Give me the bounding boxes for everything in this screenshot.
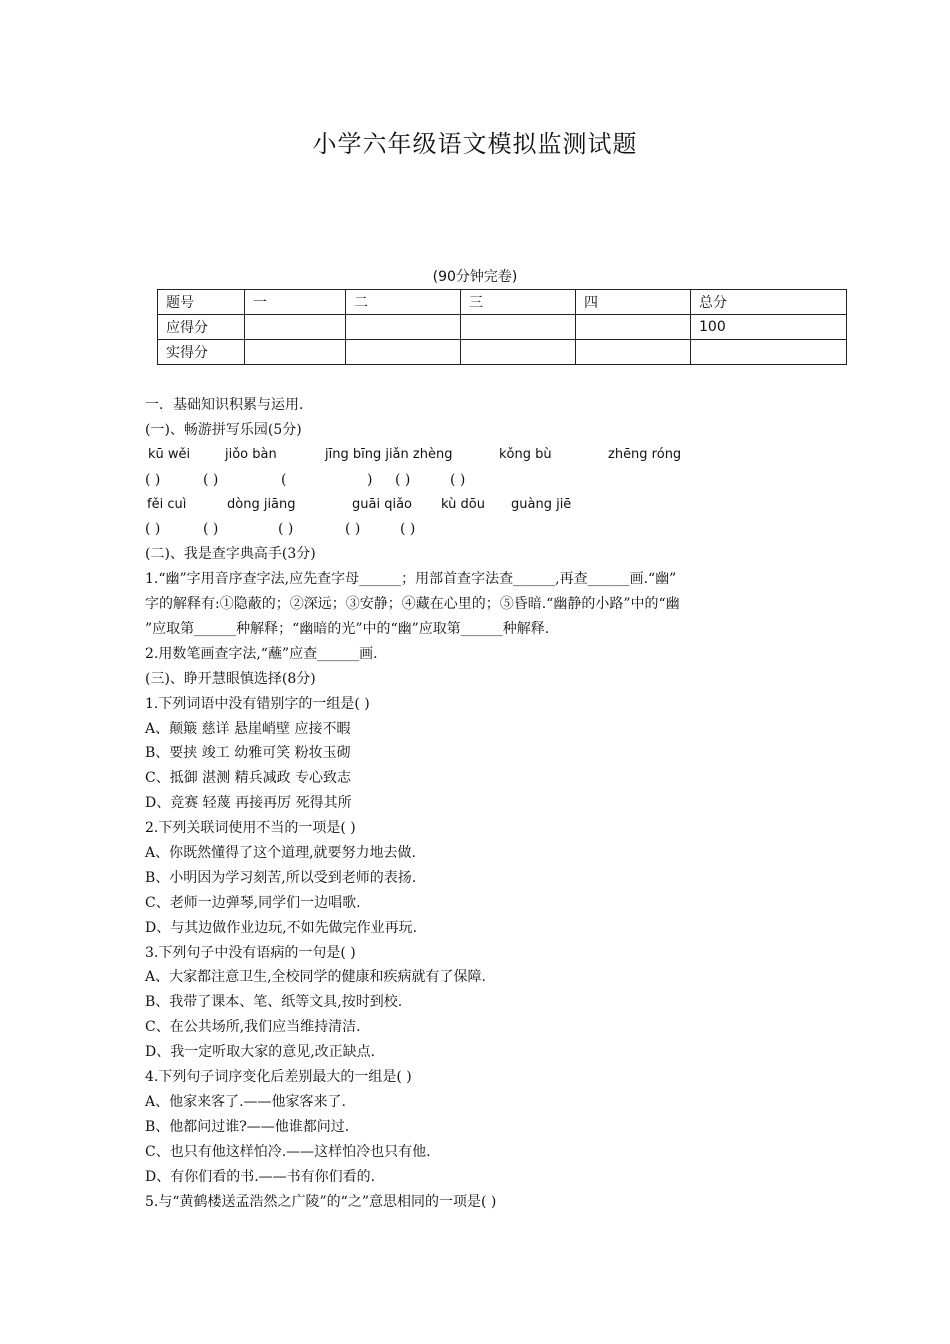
answer-blank[interactable]: ( )	[400, 521, 416, 538]
header-cell: 二	[346, 290, 461, 315]
part-heading: (一)、畅游拼写乐园(5分)	[145, 421, 302, 438]
option-c[interactable]: C、老师一边弹琴,同学们一边唱歌.	[145, 894, 361, 911]
part-heading: (三)、睁开慧眼慎选择(8分)	[145, 670, 316, 687]
option-b[interactable]: B、要挟 竣工 幼雅可笑 粉妆玉砌	[145, 745, 351, 762]
header-cell: 总分	[691, 290, 847, 315]
score-cell[interactable]	[576, 340, 691, 365]
option-b[interactable]: B、他都问过谁?——他谁都问过.	[145, 1118, 350, 1135]
pinyin-row	[145, 493, 825, 518]
answer-blank[interactable]: ( )	[278, 521, 294, 538]
score-cell[interactable]	[346, 340, 461, 365]
score-table-header-row	[158, 290, 847, 315]
section-heading: 一．基础知识积累与运用.	[145, 397, 304, 413]
option-d[interactable]: D、与其边做作业边玩,不如先做完作业再玩.	[145, 919, 418, 936]
page-title: 小学六年级语文模拟监测试题	[312, 130, 638, 158]
score-cell[interactable]	[346, 315, 461, 340]
question-stem: 2.下列关联词使用不当的一项是( )	[145, 820, 356, 837]
part-heading: (二)、我是查字典高手(3分)	[145, 546, 316, 563]
answer-blank[interactable]: ( )	[395, 471, 411, 488]
pinyin-item: kù dōu	[441, 496, 485, 512]
question-text: 1.“幽”字用音序查字法,应先查字母______；用部首查字法查______,再查______画.“幽”	[145, 571, 677, 588]
score-cell[interactable]	[576, 315, 691, 340]
option-a[interactable]: A、你既然懂得了这个道理,就要努力地去做.	[145, 845, 417, 862]
answer-blank[interactable]: ( )	[345, 521, 361, 538]
pinyin-item: dòng jiāng	[227, 496, 296, 512]
exam-body	[145, 393, 825, 1214]
header-cell: 题号	[158, 290, 245, 315]
question-text: ”应取第______种解释；“幽暗的光”中的“幽”应取第______种解释.	[145, 621, 550, 638]
option-b[interactable]: B、小明因为学习刻苦,所以受到老师的表扬.	[145, 869, 417, 886]
option-c[interactable]: C、抵御 湛测 精兵减政 专心致志	[145, 770, 352, 787]
pinyin-item: guāi qiǎo	[352, 496, 412, 512]
answer-blank-row	[145, 468, 825, 493]
score-table-row	[158, 340, 847, 365]
option-a[interactable]: A、大家都注意卫生,全校同学的健康和疾病就有了保障.	[145, 969, 487, 986]
score-cell[interactable]	[245, 315, 346, 340]
pinyin-item: jīng bīng jiǎn zhèng	[325, 446, 453, 462]
answer-blank[interactable]: )	[367, 471, 373, 488]
score-cell[interactable]	[461, 315, 576, 340]
pinyin-row	[145, 443, 825, 468]
answer-blank[interactable]: ( )	[450, 471, 466, 488]
question-stem: 3.下列句子中没有语病的一句是( )	[145, 944, 356, 961]
row-label: 应得分	[158, 315, 245, 340]
answer-blank[interactable]: ( )	[203, 471, 219, 488]
header-cell: 三	[461, 290, 576, 315]
pinyin-item: kǒng bù	[499, 446, 552, 462]
option-d[interactable]: D、竞赛 轻蔑 再接再厉 死得其所	[145, 795, 352, 812]
pinyin-item: kū wěi	[148, 446, 191, 462]
answer-blank[interactable]: ( )	[203, 521, 219, 538]
pinyin-item: fěi cuì	[147, 496, 187, 512]
answer-blank-row	[145, 517, 825, 542]
option-a[interactable]: A、颠簸 慈详 悬崖峭壁 应接不暇	[145, 720, 351, 737]
pinyin-item: jiǒo bàn	[225, 446, 277, 462]
header-cell: 一	[245, 290, 346, 315]
question-text: 2.用数笔画查字法,“蘸”应查______画.	[145, 645, 378, 662]
option-b[interactable]: B、我带了课本、笔、纸等文具,按时到校.	[145, 994, 403, 1011]
header-cell: 四	[576, 290, 691, 315]
total-score-cell: 100	[691, 315, 847, 340]
answer-blank[interactable]: ( )	[145, 471, 161, 488]
question-stem: 4.下列句子词序变化后差别最大的一组是( )	[145, 1069, 412, 1086]
pinyin-item: zhēng róng	[608, 446, 682, 462]
pinyin-item: guàng jiē	[511, 496, 572, 512]
score-cell[interactable]	[461, 340, 576, 365]
row-label: 实得分	[158, 340, 245, 365]
total-score-cell[interactable]	[691, 340, 847, 365]
option-a[interactable]: A、他家来客了.——他家客来了.	[145, 1093, 347, 1110]
option-d[interactable]: D、有你们看的书.——书有你们看的.	[145, 1168, 376, 1185]
question-stem: 5.与“黄鹤楼送孟浩然之广陵”的“之”意思相同的一项是( )	[145, 1193, 497, 1210]
exam-duration: (90分钟完卷)	[432, 269, 518, 285]
option-c[interactable]: C、也只有他这样怕冷.——这样怕冷也只有他.	[145, 1143, 431, 1160]
score-cell[interactable]	[245, 340, 346, 365]
score-table-row	[158, 315, 847, 340]
answer-blank[interactable]: ( )	[145, 521, 161, 538]
option-d[interactable]: D、我一定听取大家的意见,改正缺点.	[145, 1044, 376, 1061]
answer-blank[interactable]: (	[281, 471, 287, 488]
score-table	[157, 289, 847, 365]
option-c[interactable]: C、在公共场所,我们应当维持清洁.	[145, 1019, 361, 1036]
question-text: 字的解释有:①隐蔽的；②深远；③安静；④藏在心里的；⑤昏暗.“幽静的小路”中的“幽	[145, 596, 680, 613]
question-stem: 1.下列词语中没有错别字的一组是( )	[145, 695, 370, 712]
